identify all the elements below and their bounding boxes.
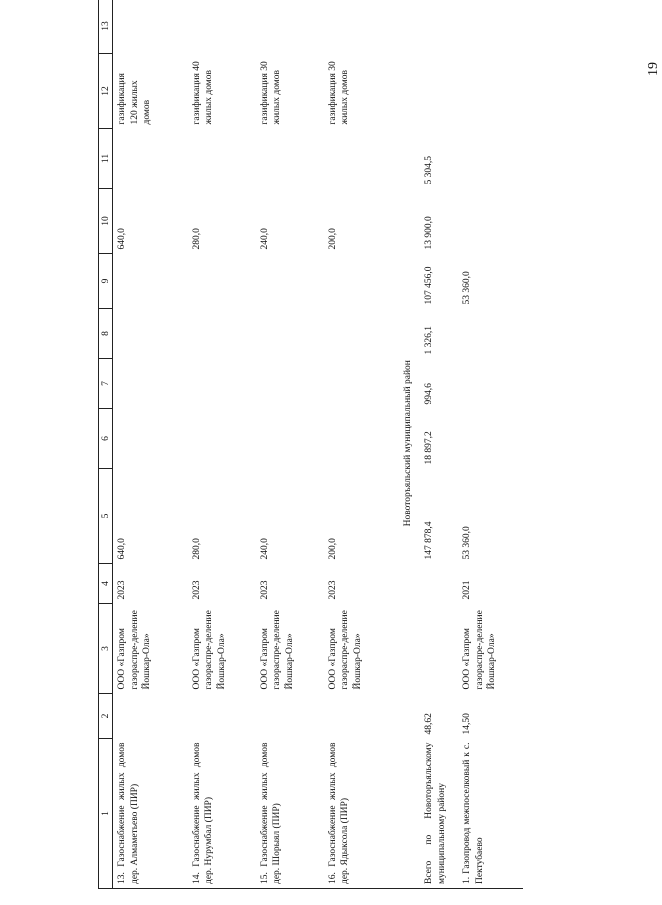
column-header-row: [99, 0, 113, 889]
document-table-sheet: [98, 21, 548, 889]
cell-10: [324, 254, 392, 309]
cell-9: [458, 309, 523, 359]
cell-9: [256, 309, 324, 359]
length-cell: 48,62: [424, 713, 435, 735]
page-number: 19: [646, 62, 661, 76]
total-label: Всего по Новоторъяльскому муниципальному району: [420, 739, 458, 889]
section-heading-row: [392, 0, 421, 889]
cell-10: [113, 254, 188, 309]
cell-10: [188, 254, 256, 309]
object-name: 1. Газопровод межпоселковый к с. Пектубаево: [458, 739, 523, 889]
cell-10: 107 456,0: [424, 266, 435, 305]
cost-cell: 53 360,0: [462, 526, 473, 560]
table-row: [324, 0, 392, 889]
cell-9: [324, 309, 392, 359]
cost-cell: 640,0: [117, 538, 127, 560]
organization-cell: ООО «Газпром газораспре-деление Йошкар-Ола»: [327, 610, 363, 690]
col-header-6: 6: [99, 409, 113, 469]
table-row: [256, 0, 324, 889]
organization-cell: ООО «Газпром газораспре-деление Йошкар-Ола»: [462, 610, 498, 690]
cell-12: [113, 129, 188, 189]
cell-12: [324, 129, 392, 189]
organization-cell: [420, 604, 458, 694]
cell-11: [458, 189, 523, 254]
cell-8: [256, 359, 324, 409]
organization-cell: ООО «Газпром газораспре-деление Йошкар-Ола»: [259, 610, 295, 690]
year-cell: 2023: [117, 580, 127, 600]
col-header-9: 9: [99, 254, 113, 309]
object-name: 15. Газоснабжение жилых домов дер. Шорыял (ПИР): [256, 739, 324, 889]
object-name: 14. Газоснабжение жилых домов дер. Нурумбал (ПИР): [188, 739, 256, 889]
purpose-cell: газификация 120 жилых домов: [117, 73, 153, 125]
year-cell: 2023: [327, 580, 338, 600]
cell-9: [113, 309, 188, 359]
table-row: [113, 0, 188, 889]
col-header-1: 1: [99, 739, 113, 889]
col-header-13: 13: [99, 0, 113, 54]
purpose-cell: газификация 30 жилых домов: [327, 61, 351, 125]
purpose-cell: газификация 40 жилых домов: [191, 61, 215, 125]
year-cell: 2023: [259, 580, 270, 600]
cell-11: 240,0: [259, 228, 270, 250]
cell-8: [113, 359, 188, 409]
purpose-cell: [458, 54, 523, 129]
cell-11: 640,0: [117, 228, 127, 250]
col-header-10: 10: [99, 189, 113, 254]
cell-8: 994,6: [424, 383, 435, 405]
table-row: [458, 0, 523, 889]
cell-11: 200,0: [327, 228, 338, 250]
organization-cell: ООО «Газпром газораспре-деление Йошкар-Ола»: [191, 610, 227, 690]
object-name: 16. Газоснабжение жилых домов дер. Ядыксола (ПИР): [324, 739, 392, 889]
cell-8: [324, 359, 392, 409]
length-cell: [113, 694, 188, 739]
length-cell: 14,50: [462, 713, 473, 735]
cell-10: [256, 254, 324, 309]
cell-7: [256, 409, 324, 469]
total-row: [420, 0, 458, 889]
cell-7: [188, 409, 256, 469]
cell-11: 13 900,0: [424, 216, 435, 250]
cost-cell: 147 878,4: [424, 521, 435, 560]
col-header-5: 5: [99, 469, 113, 564]
gasification-table: [98, 0, 523, 889]
cell-7: [113, 409, 188, 469]
cell-12: 5 304,5: [424, 156, 435, 185]
cell-7: [324, 409, 392, 469]
length-cell: [188, 694, 256, 739]
col-header-11: 11: [99, 129, 113, 189]
table-row: [188, 0, 256, 889]
cost-cell: 240,0: [259, 538, 270, 560]
cell-8: [188, 359, 256, 409]
year-cell: 2023: [191, 580, 202, 600]
cell-10: 53 360,0: [462, 271, 473, 305]
cell-12: [188, 129, 256, 189]
cell-9: [188, 309, 256, 359]
cost-cell: 280,0: [191, 538, 202, 560]
cell-7: 18 897,2: [424, 431, 435, 465]
cell-12: [458, 129, 523, 189]
cell-7: [458, 409, 523, 469]
year-cell: [420, 564, 458, 604]
purpose-cell: [420, 54, 458, 129]
cell-8: [458, 359, 523, 409]
purpose-cell: газификация 30 жилых домов: [259, 61, 283, 125]
col-header-8: 8: [99, 309, 113, 359]
length-cell: [256, 694, 324, 739]
cell-12: [256, 129, 324, 189]
col-header-7: 7: [99, 359, 113, 409]
col-header-3: 3: [99, 604, 113, 694]
object-name: 13. Газоснабжение жилых домов дер. Алмаметьево (ПИР): [113, 739, 188, 889]
section-title: Новоторъяльский муниципальный район: [392, 0, 421, 889]
col-header-2: 2: [99, 694, 113, 739]
organization-cell: ООО «Газпром газораспре-деление Йошкар-Ола»: [117, 610, 153, 690]
cell-11: 280,0: [191, 228, 202, 250]
cell-9: 1 326,1: [424, 326, 435, 355]
length-cell: [324, 694, 392, 739]
year-cell: 2021: [462, 580, 473, 600]
col-header-12: 12: [99, 54, 113, 129]
col-header-4: 4: [99, 564, 113, 604]
cost-cell: 200,0: [327, 538, 338, 560]
